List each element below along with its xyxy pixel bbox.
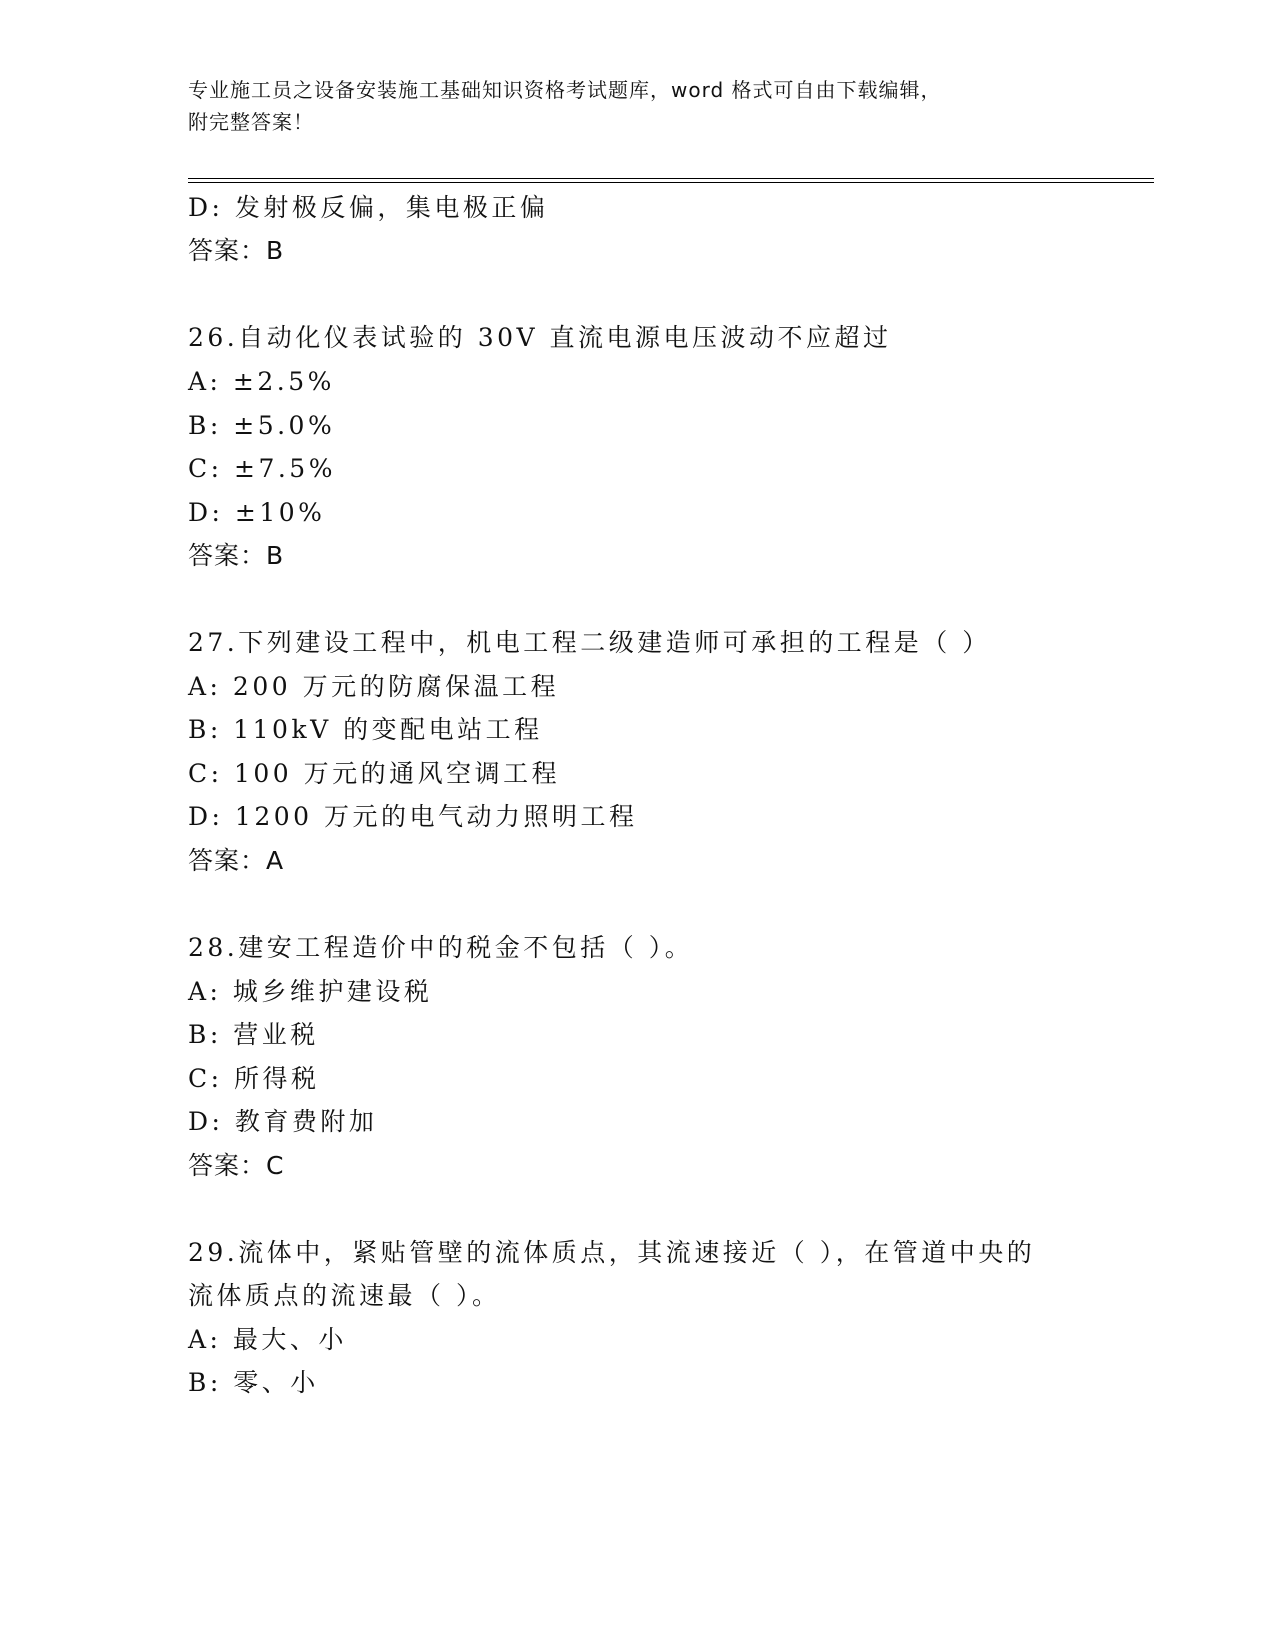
q29-option-a: A: 最大、小 xyxy=(188,1325,347,1354)
header-divider-bottom xyxy=(188,182,1154,183)
header-line-1: 专业施工员之设备安装施工基础知识资格考试题库，word 格式可自由下载编辑， xyxy=(188,78,942,102)
q27-option-a: A: 200 万元的防腐保温工程 xyxy=(188,672,560,701)
document-header xyxy=(188,74,1088,138)
q26-answer: 答案：B xyxy=(188,541,285,570)
q27-option-c: C: 100 万元的通风空调工程 xyxy=(188,759,561,788)
q28-option-b: B: 营业税 xyxy=(188,1020,319,1049)
q28-option-d: D: 教育费附加 xyxy=(188,1107,378,1136)
prev-option-d: D: 发射极反偏，集电极正偏 xyxy=(188,193,549,222)
q29-option-b: B: 零、小 xyxy=(188,1368,319,1397)
q27-answer: 答案：A xyxy=(188,846,285,875)
header-divider-top xyxy=(188,178,1154,179)
q26-option-a: A: ±2.5% xyxy=(188,367,335,396)
q28-option-a: A: 城乡维护建设税 xyxy=(188,977,433,1006)
q28-option-c: C: 所得税 xyxy=(188,1064,320,1093)
q28-answer: 答案：C xyxy=(188,1151,285,1180)
question-29-line-2: 流体质点的流速最（ ）。 xyxy=(188,1281,501,1310)
question-28: 28.建安工程造价中的税金不包括（ ）。 xyxy=(188,933,694,962)
q26-option-b: B: ±5.0% xyxy=(188,411,336,440)
header-line-2: 附完整答案！ xyxy=(188,110,314,134)
q27-option-d: D: 1200 万元的电气动力照明工程 xyxy=(188,802,638,831)
question-29-line-1: 29.流体中，紧贴管壁的流体质点，其流速接近（ ），在管道中央的 xyxy=(188,1238,1036,1267)
question-27: 27.下列建设工程中，机电工程二级建造师可承担的工程是（ ） xyxy=(188,628,991,657)
question-26: 26.自动化仪表试验的 30V 直流电源电压波动不应超过 xyxy=(188,323,892,352)
q27-option-b: B: 110kV 的变配电站工程 xyxy=(188,715,543,744)
prev-answer: 答案：B xyxy=(188,236,285,265)
q26-option-d: D: ±10% xyxy=(188,498,326,527)
q26-option-c: C: ±7.5% xyxy=(188,454,336,483)
